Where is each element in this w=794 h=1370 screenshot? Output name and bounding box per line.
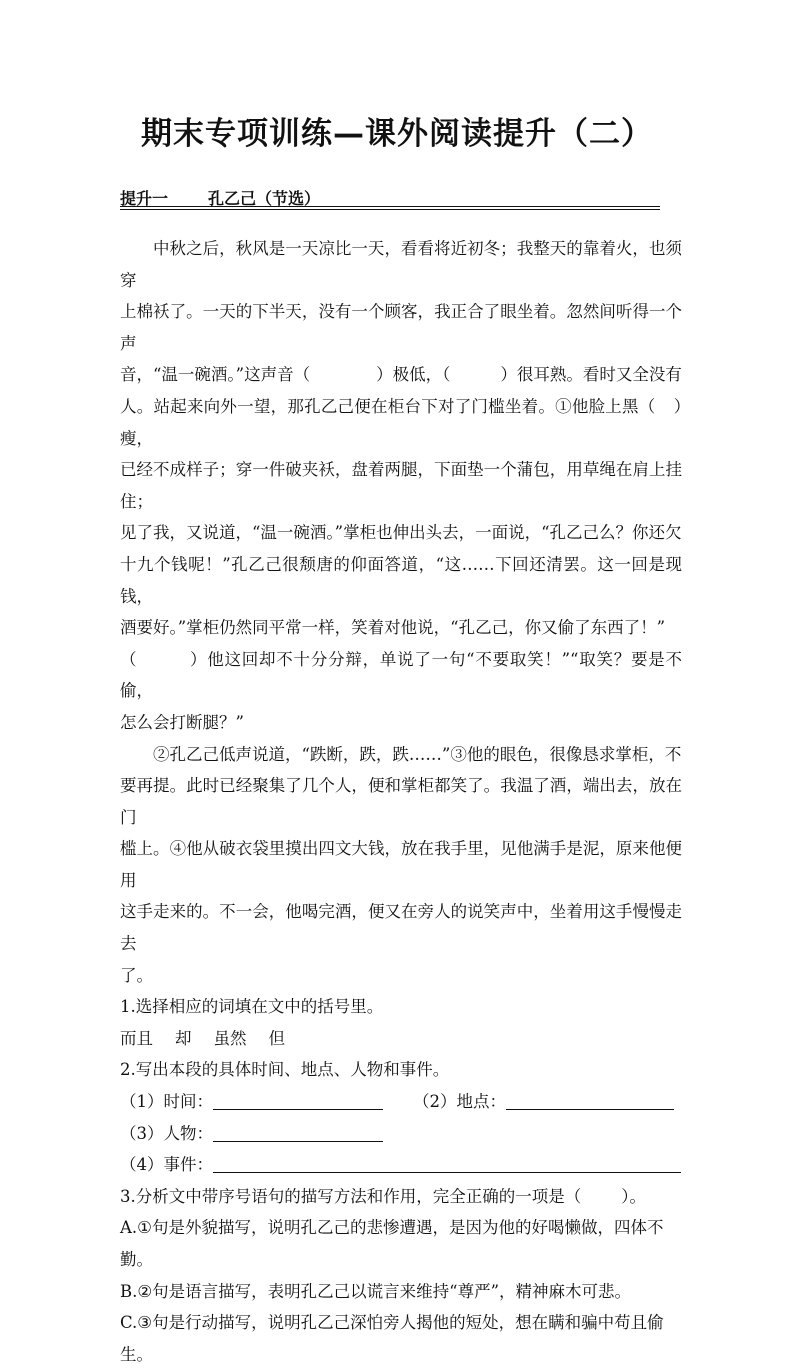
choice-a[interactable]: A.①句是外貌描写，说明孔乙己的悲惨遭遇，是因为他的好喝懒做，四体不勤。 bbox=[120, 1218, 664, 1269]
question-1: 1.选择相应的词填在文中的括号里。 bbox=[120, 997, 384, 1017]
word-option: 而且 bbox=[120, 1028, 153, 1048]
question-2-row bbox=[120, 1086, 682, 1118]
passage-line: 上棉袄了。一天的下半天，没有一个顾客，我正合了眼坐着。忽然间听得一个声 bbox=[120, 302, 682, 353]
place-answer-line[interactable] bbox=[506, 1091, 674, 1110]
time-label: （1）时间： bbox=[120, 1092, 213, 1112]
word-option: 却 bbox=[175, 1028, 192, 1048]
passage-line: 已经不成样子；穿一件破夹袄，盘着两腿，下面垫一个蒲包，用草绳在肩上挂住； bbox=[120, 460, 682, 511]
question-1-options bbox=[120, 1023, 682, 1055]
choice-c[interactable]: C.③句是行动描写，说明孔乙己深怕旁人揭他的短处，想在瞒和骗中苟且偷生。 bbox=[120, 1313, 664, 1364]
event-answer-line[interactable] bbox=[213, 1154, 681, 1173]
person-label: （3）人物： bbox=[120, 1123, 213, 1143]
passage-paragraph-2 bbox=[120, 739, 682, 992]
passage-paragraph-1 bbox=[120, 233, 682, 739]
word-option: 虽然 bbox=[213, 1028, 247, 1048]
place-label: （2）地点： bbox=[413, 1092, 506, 1112]
passage-line: 音，“温一碗酒。”这声音（ ）极低，（ ）很耳熟。看时又全没有 bbox=[120, 365, 682, 385]
passage-line: 人。站起来向外一望，那孔乙己便在柜台下对了门槛坐着。①他脸上黑（ ）瘦， bbox=[120, 396, 683, 448]
passage-line: 了。 bbox=[120, 965, 153, 985]
word-option: 但 bbox=[268, 1028, 285, 1048]
time-answer-line[interactable] bbox=[213, 1091, 383, 1110]
passage-line: 见了我，又说道，“温一碗酒。”掌柜也伸出头去，一面说，“孔乙己么？你还欠 bbox=[120, 523, 682, 543]
section-label: 提升一 bbox=[120, 189, 169, 208]
passage-line: ②孔乙己低声说道，“跌断，跌，跌……”③他的眼色，很像恳求掌柜，不 bbox=[153, 744, 682, 764]
passage-line: 酒要好。”掌柜仍然同平常一样，笑着对他说，“孔乙己，你又偷了东西了！” bbox=[120, 618, 666, 638]
document-body bbox=[120, 233, 682, 1370]
choice-b[interactable]: B.②句是语言描写，表明孔乙己以谎言来维持“尊严”，精神麻木可悲。 bbox=[120, 1281, 632, 1301]
question-2-row bbox=[120, 1149, 682, 1181]
person-answer-line[interactable] bbox=[213, 1123, 383, 1142]
section-name: 孔乙己（节选） bbox=[208, 189, 321, 208]
passage-line: 这手走来的。不一会，他喝完酒，便又在旁人的说笑声中，坐着用这手慢慢走去 bbox=[120, 902, 682, 954]
question-2: 2.写出本段的具体时间、地点、人物和事件。 bbox=[120, 1060, 450, 1080]
passage-line: 要再提。此时已经聚集了几个人，便和掌柜都笑了。我温了酒，端出去，放在门 bbox=[120, 776, 682, 827]
passage-line: 中秋之后，秋风是一天凉比一天，看看将近初冬；我整天的靠着火，也须穿 bbox=[120, 239, 682, 290]
passage-line: 槛上。④他从破衣袋里摸出四文大钱，放在我手里，见他满手是泥，原来他便用 bbox=[120, 839, 682, 890]
passage-line: 十九个钱呢！”孔乙己很颓唐的仰面答道，“这……下回还清罢。这一回是现钱， bbox=[120, 554, 682, 606]
question-2-row bbox=[120, 1118, 682, 1150]
page-title: 期末专项训练—课外阅读提升（二） bbox=[141, 116, 653, 152]
section-rule bbox=[120, 206, 660, 207]
passage-line: 怎么会打断腿？” bbox=[120, 712, 244, 732]
section-rule-double bbox=[120, 209, 660, 210]
question-3: 3.分析文中带序号语句的描写方法和作用，完全正确的一项是（ ）。 bbox=[120, 1186, 646, 1206]
event-label: （4）事件： bbox=[120, 1155, 213, 1175]
passage-line: （ ）他这回却不十分分辩，单说了一句“不要取笑！”“取笑？要是不偷， bbox=[120, 649, 683, 701]
